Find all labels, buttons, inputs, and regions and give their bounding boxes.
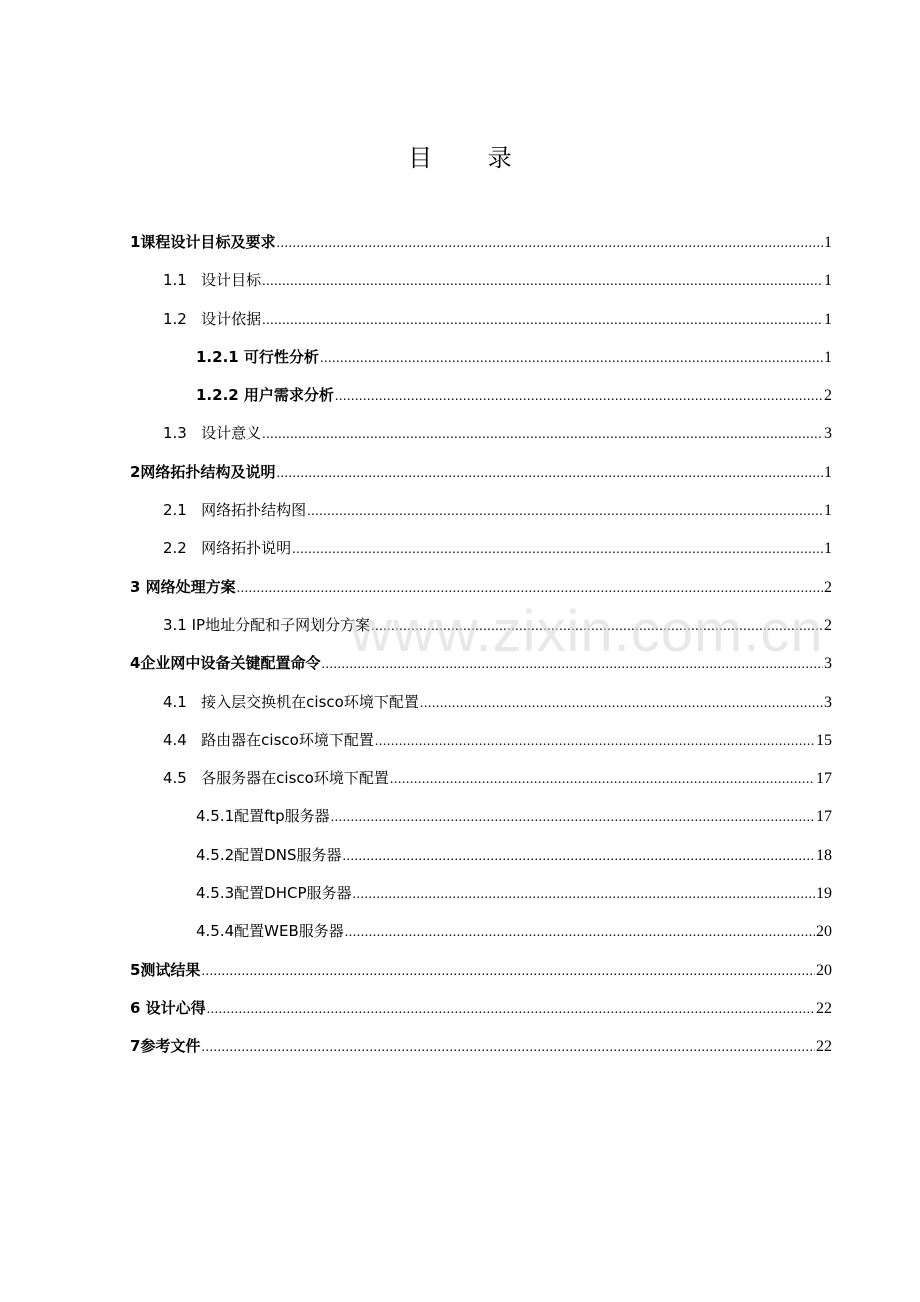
toc-entry-page-number: 1 <box>824 463 832 481</box>
toc-entry-label: 4.5 各服务器在cisco环境下配置 <box>163 769 389 788</box>
toc-entry-page-number: 1 <box>824 348 832 366</box>
toc-dot-leader <box>237 579 823 599</box>
toc-entry-page-number: 2 <box>824 616 832 634</box>
toc-entry-page-number: 18 <box>816 846 832 864</box>
toc-entry-label: 1.2 设计依据 <box>163 309 262 328</box>
toc-entry-page-number: 3 <box>824 655 832 673</box>
toc-entry-page-number: 20 <box>816 961 832 979</box>
toc-entry-label: 7参考文件 <box>130 1037 201 1056</box>
toc-entry-label: 4.5.4配置WEB服务器 <box>196 922 344 941</box>
toc-entry[interactable] <box>130 538 832 576</box>
toc-dot-leader <box>342 847 815 867</box>
toc-entry[interactable] <box>130 883 832 921</box>
toc-entry-label: 4.5.3配置DHCP服务器 <box>196 884 352 903</box>
toc-dot-leader <box>331 808 815 828</box>
toc-entry[interactable] <box>130 998 832 1036</box>
toc-entry-page-number: 1 <box>824 502 832 520</box>
toc-dot-leader <box>262 272 823 292</box>
toc-dot-leader <box>371 617 823 637</box>
toc-entry-page-number: 2 <box>824 578 832 596</box>
toc-entry[interactable] <box>130 692 832 730</box>
watermark: www.zixin.com.cn <box>350 599 824 664</box>
toc-entry-label: 3 网络处理方案 <box>130 577 236 596</box>
toc-entry-label: 5测试结果 <box>130 960 201 979</box>
toc-entry[interactable] <box>130 423 832 461</box>
toc-dot-leader <box>292 540 823 560</box>
toc-entry-label: 1.1 设计目标 <box>163 271 262 290</box>
toc-dot-leader <box>207 1000 815 1020</box>
toc-entry[interactable] <box>130 960 832 998</box>
toc-entry-label: 1.3 设计意义 <box>163 424 262 443</box>
toc-dot-leader <box>262 425 823 445</box>
toc-dot-leader <box>276 234 823 254</box>
toc-entry-page-number: 3 <box>824 425 832 443</box>
toc-dot-leader <box>201 1038 815 1058</box>
toc-dot-leader <box>320 349 823 369</box>
toc-entry[interactable] <box>130 577 832 615</box>
toc-entry[interactable] <box>130 806 832 844</box>
toc-entry-page-number: 17 <box>816 770 832 788</box>
toc-entry[interactable] <box>130 730 832 768</box>
toc-entry[interactable] <box>130 615 832 653</box>
toc-title: 目 录 <box>408 144 536 172</box>
toc-dot-leader <box>375 732 815 752</box>
toc-entry-page-number: 19 <box>816 885 832 903</box>
toc-entry-label: 6 设计心得 <box>130 998 206 1017</box>
toc-entry-page-number: 22 <box>816 999 832 1017</box>
toc-entry-label: 1.2.2 用户需求分析 <box>196 386 334 405</box>
toc-entry-label: 1.2.1 可行性分析 <box>196 347 319 366</box>
toc-entry-label: 2.1 网络拓扑结构图 <box>163 501 307 520</box>
toc-entry[interactable] <box>130 653 832 691</box>
toc-entry[interactable] <box>130 768 832 806</box>
toc-entry-page-number: 17 <box>816 808 832 826</box>
toc-dot-leader <box>321 655 823 675</box>
toc-entry-label: 1课程设计目标及要求 <box>130 233 276 251</box>
toc-dot-leader <box>345 923 815 943</box>
toc-entry-page-number: 1 <box>824 234 832 251</box>
toc-entry[interactable] <box>130 347 832 385</box>
toc-entry[interactable] <box>130 309 832 347</box>
toc-entry[interactable] <box>130 462 832 500</box>
toc-entry[interactable] <box>130 385 832 423</box>
toc-entry[interactable] <box>130 232 832 270</box>
toc-entry-page-number: 1 <box>824 540 832 558</box>
toc-dot-leader <box>276 464 823 484</box>
toc-entry-page-number: 20 <box>816 923 832 941</box>
toc-entry-page-number: 1 <box>824 310 832 328</box>
toc-dot-leader <box>201 962 815 982</box>
toc-dot-leader <box>420 694 823 714</box>
toc-entry-label: 4企业网中设备关键配置命令 <box>130 654 321 673</box>
toc-entry[interactable] <box>130 1036 832 1074</box>
toc-entry[interactable] <box>130 921 832 959</box>
toc-list <box>130 232 832 1075</box>
toc-entry-label: 4.5.1配置ftp服务器 <box>196 807 330 826</box>
toc-dot-leader <box>390 770 815 790</box>
toc-entry[interactable] <box>130 845 832 883</box>
toc-entry[interactable] <box>130 500 832 538</box>
toc-entry-label: 4.5.2配置DNS服务器 <box>196 845 342 864</box>
toc-dot-leader <box>262 311 823 331</box>
toc-entry-label: 3.1 IP地址分配和子网划分方案 <box>163 615 371 634</box>
toc-entry-label: 2.2 网络拓扑说明 <box>163 539 292 558</box>
toc-entry[interactable] <box>130 270 832 308</box>
toc-dot-leader <box>353 885 815 905</box>
toc-entry-page-number: 22 <box>816 1038 832 1056</box>
toc-entry-label: 4.4 路由器在cisco环境下配置 <box>163 730 374 749</box>
toc-entry-label: 2网络拓扑结构及说明 <box>130 462 276 481</box>
toc-entry-page-number: 2 <box>824 387 832 405</box>
toc-entry-page-number: 3 <box>824 693 832 711</box>
toc-dot-leader <box>307 502 823 522</box>
toc-entry-page-number: 1 <box>824 272 832 290</box>
toc-entry-label: 4.1 接入层交换机在cisco环境下配置 <box>163 692 419 711</box>
toc-dot-leader <box>335 387 823 407</box>
toc-entry-page-number: 15 <box>816 731 832 749</box>
